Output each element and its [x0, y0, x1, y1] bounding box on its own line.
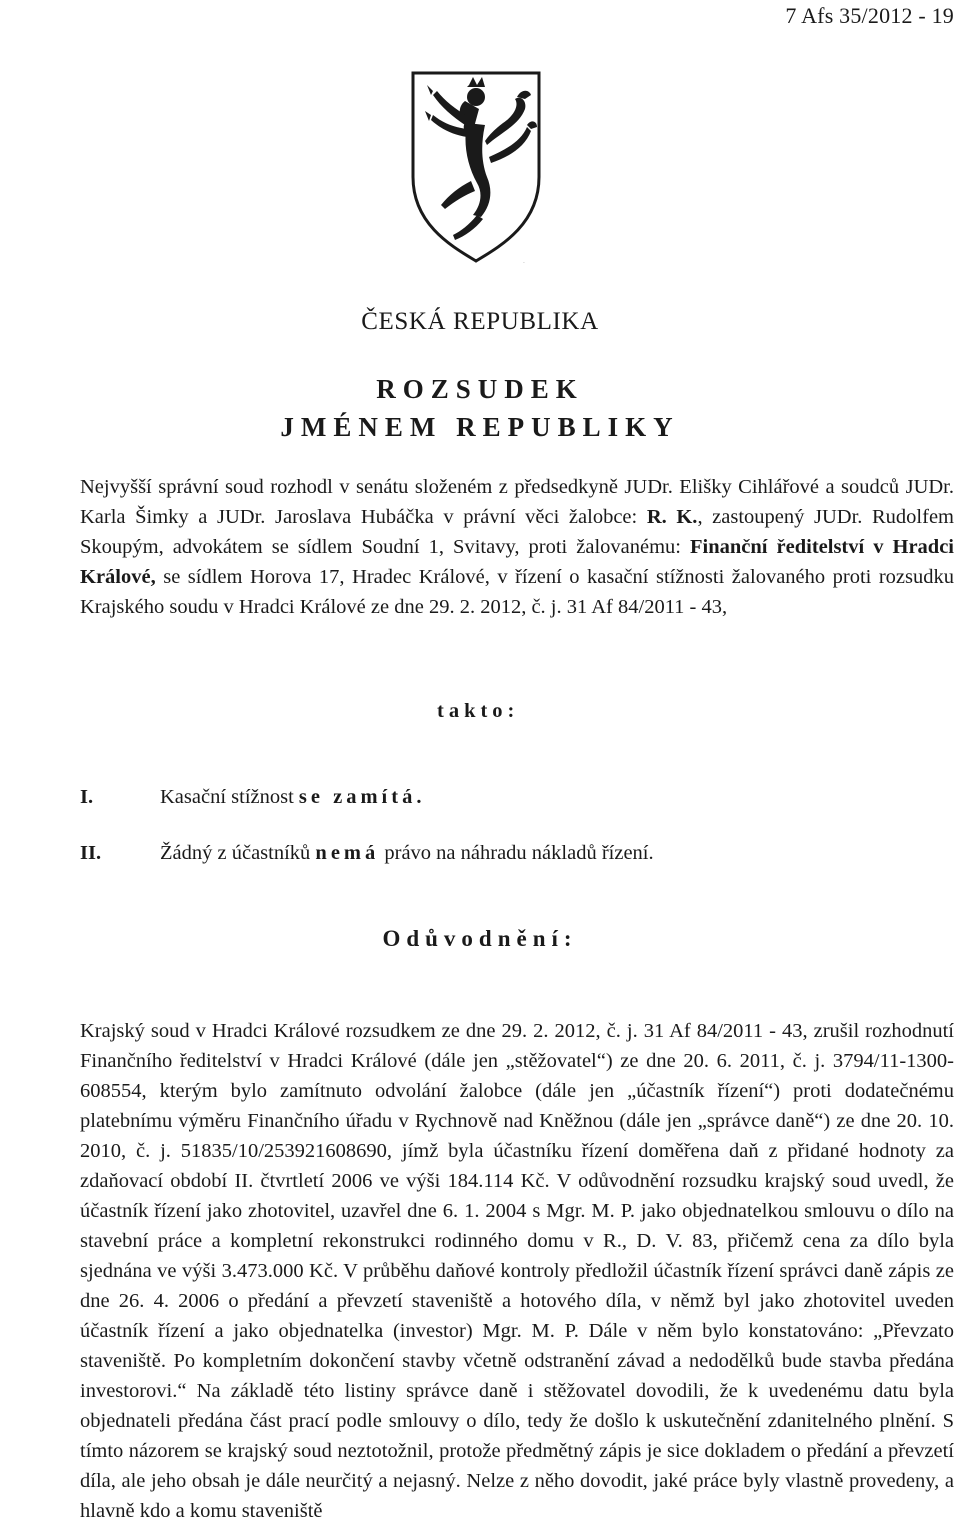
intro-text-part-3: se sídlem Horova 17, Hradec Králové, v řízení o kasační stížnosti žalovaného proti rozsudku Krajského soudu v Hradci Králové ze dne 29. 2. 2012, č. j. 31 Af 84/2011 - 43,	[80, 566, 954, 618]
defendant-name: Finanční ředitelství v Hradci Králové,	[80, 536, 954, 588]
intro-paragraph	[80, 472, 954, 622]
verdict-item-number: II.	[80, 842, 102, 864]
plaintiff-name: R. K.	[646, 506, 698, 528]
case-file-number: 7 Afs 35/2012 - 19	[785, 3, 954, 28]
takto-heading: takto:	[437, 700, 520, 722]
verdict-item-emphasis: nemá	[315, 842, 380, 864]
verdict-title	[0, 370, 960, 446]
intro-text-part-1: Nejvyšší správní soud rozhodl v senátu složeném z předsedkyně JUDr. Elišky Cihlářové a soudců JUDr. Karla Šimky a JUDr. Jaroslava Hubáčka v právní věci žalobce:	[80, 476, 954, 528]
verdict-heading: ROZSUDEK	[376, 374, 584, 404]
republic-heading: ČESKÁ REPUBLIKA	[361, 308, 599, 335]
svg-text:·: ·	[523, 260, 525, 265]
coat-of-arms-icon	[407, 65, 545, 265]
reasoning-heading: Odůvodnění:	[382, 926, 578, 951]
in-name-of-republic-heading: JMÉNEM REPUBLIKY	[280, 412, 680, 442]
verdict-item-text	[160, 842, 654, 865]
verdict-item-emphasis: se zamítá	[298, 786, 417, 808]
verdict-item-lead: Kasační stížnost	[160, 786, 299, 808]
verdict-item-lead: Žádný z účastníků	[160, 842, 316, 864]
verdict-item-number: I.	[80, 786, 94, 808]
verdict-item-tail: právo na náhradu nákladů řízení.	[379, 842, 654, 864]
intro-text-part-2: , zastoupený JUDr. Rudolfem Skoupým, advokátem se sídlem Soudní 1, Svitavy, proti žalovanému:	[80, 506, 955, 558]
reasoning-paragraph: Krajský soud v Hradci Králové rozsudkem ze dne 29. 2. 2012, č. j. 31 Af 84/2011 - 43, zrušil rozhodnutí Finančního ředitelství v Hradci Králové (dále jen „stěžovatel“) ze dne 20. 6. 2011, č. j. 3794/11-1300-608554, kterým bylo zamítnuto odvolání žalobce (dále jen „účastník řízení“) proti dodatečnému platebnímu výměru Finančního úřadu v Rychnově nad Kněžnou (dále jen „správce daně“) ze dne 20. 10. 2010, č. j. 51835/10/253921608690, jímž byla účastníku řízení doměřena daň z přidané hodnoty za zdaňovací období II. čtvrtletí 2006 ve výši 184.114 Kč. V odůvodnění rozsudku krajský soud uvedl, že účastník řízení jako zhotovitel, uzavřel dne 6. 1. 2004 s Mgr. M. P. jako objednatelkou smlouvu o dílo na stavební práce a kompletní rekonstrukci rodinného domu v R., D. V. 83, přičemž cena za dílo byla sjednána ve výši 3.473.000 Kč. V průběhu daňové kontroly předložil účastník řízení správci daně zápis ze dne 26. 4. 2006 o předání a převzetí staveniště a hotového díla, v němž byl jako zhotovitel uveden účastník řízení a jako objednatelka (investor) Mgr. M. P. Dále v něm bylo konstatováno: „Převzato staveniště. Po kompletním dokončení stavby včetně odstranění závad a nedodělků bude stavba předána investorovi.“ Na základě této listiny správce daně i stěžovatel dovodili, že k uvedenému datu byla objednateli předána část prací podle smlouvy o dílo, tedy že došlo k uskutečnění zdanitelného plnění. S tímto názorem se krajský soud neztotožnil, protože předmětný zápis je sice dokladem o předání a převzetí díla, ale jeho obsah je dále neurčitý a nejasný. Nelze z něho dovodit, jaké práce byly vlastně provedeny, a hlavně kdo a komu staveniště	[80, 1020, 954, 1522]
verdict-item-tail: .	[416, 786, 426, 808]
verdict-item-text	[160, 786, 425, 809]
